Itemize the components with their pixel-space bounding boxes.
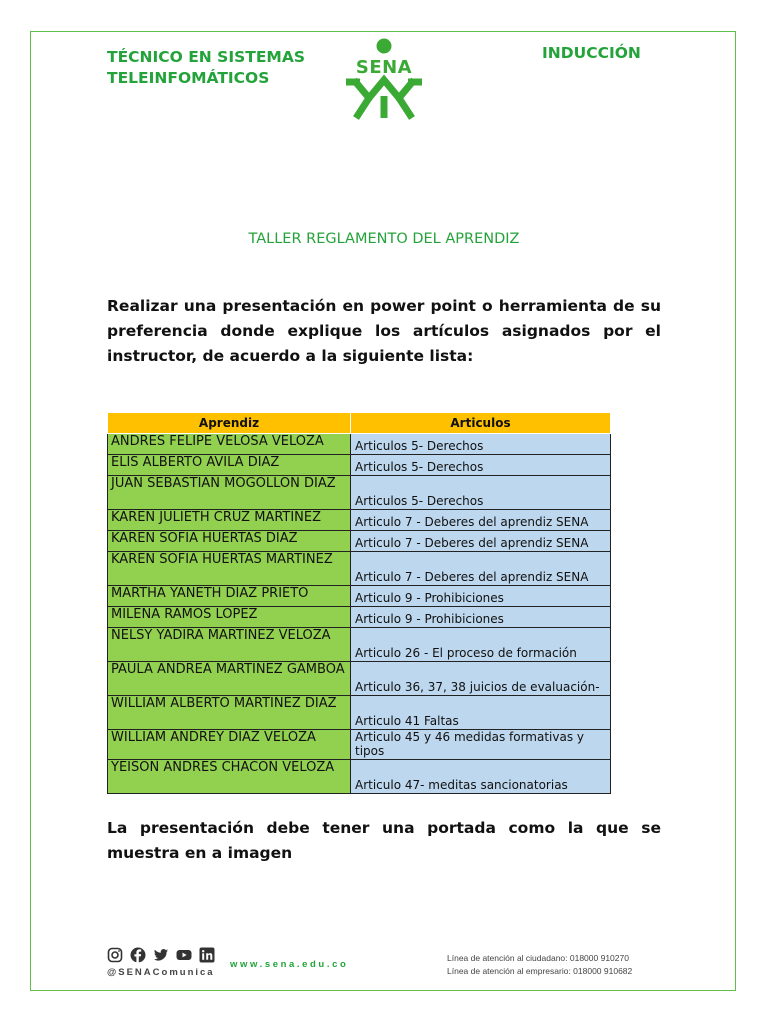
cell-articulo: Articulo 47- meditas sancionatorias (351, 760, 611, 794)
logo-text: SENA (355, 57, 413, 78)
cell-aprendiz: KAREN SOFIA HUERTAS MARTINEZ (108, 552, 351, 586)
table-row (108, 510, 611, 531)
table-row (108, 696, 611, 730)
cell-articulo: Articulos 5- Derechos (351, 455, 611, 476)
cell-articulo: Articulo 7 - Deberes del aprendiz SENA (351, 531, 611, 552)
program-line-1: TÉCNICO EN SISTEMAS (107, 48, 306, 66)
table-row (108, 552, 611, 586)
cell-articulo: Articulo 41 Faltas (351, 696, 611, 730)
website-link[interactable]: www.sena.edu.co (230, 959, 349, 970)
table-row (108, 662, 611, 696)
table-row (108, 455, 611, 476)
cover-note: La presentación debe tener una portada como la que se muestra en a imagen (107, 819, 661, 862)
youtube-icon[interactable] (176, 947, 192, 963)
cell-aprendiz: KAREN JULIETH CRUZ MARTINEZ (108, 510, 351, 531)
program-title (107, 47, 327, 89)
twitter-icon[interactable] (153, 947, 169, 963)
cell-aprendiz: PAULA ANDREA MARTINEZ GAMBOA (108, 662, 351, 696)
social-icons (107, 947, 215, 963)
table-row (108, 760, 611, 794)
table-header-row (108, 413, 611, 434)
table-row (108, 607, 611, 628)
instructions-paragraph: Realizar una presentación en power point o herramienta de su preferencia donde explique los artículos asignados por el instructor, de acuerdo a la siguiente lista: (107, 297, 661, 365)
table-row (108, 476, 611, 510)
assignment-table (107, 412, 611, 794)
linkedin-icon[interactable] (199, 947, 215, 963)
cell-aprendiz: YEISON ANDRES CHACON VELOZA (108, 760, 351, 794)
contact-business-line: Línea de atención al empresario: 018000 910682 (447, 965, 633, 976)
table-body (108, 434, 611, 794)
cell-articulo: Articulo 45 y 46 medidas formativas y tipos (351, 730, 611, 760)
contact-info (447, 952, 632, 977)
section-label: INDUCCIÓN (542, 44, 641, 62)
header-aprendiz: Aprendiz (108, 413, 351, 434)
social-handle: @SENAComunica (107, 967, 215, 978)
cell-aprendiz: NELSY YADIRA MARTINEZ VELOZA (108, 628, 351, 662)
header-articulos: Articulos (351, 413, 611, 434)
workshop-title: TALLER REGLAMENTO DEL APRENDIZ (248, 231, 520, 247)
instagram-icon[interactable] (107, 947, 123, 963)
facebook-icon[interactable] (130, 947, 146, 963)
cell-aprendiz: WILLIAM ANDREY DIAZ VELOZA (108, 730, 351, 760)
cell-aprendiz: MARTHA YANETH DIAZ PRIETO (108, 586, 351, 607)
cell-aprendiz: KAREN SOFIA HUERTAS DIAZ (108, 531, 351, 552)
table-row (108, 586, 611, 607)
cell-aprendiz: MILENA RAMOS LOPEZ (108, 607, 351, 628)
cell-articulo: Articulo 9 - Prohibiciones (351, 586, 611, 607)
cell-articulo: Articulo 36, 37, 38 juicios de evaluación- (351, 662, 611, 696)
cell-articulo: Articulo 26 - El proceso de formación (351, 628, 611, 662)
cell-aprendiz: ANDRES FELIPE VELOSA VELOZA (108, 434, 351, 455)
sena-logo (340, 36, 428, 120)
cell-aprendiz: WILLIAM ALBERTO MARTINEZ DIAZ (108, 696, 351, 730)
cell-articulo: Articulo 7 - Deberes del aprendiz SENA (351, 510, 611, 531)
contact-citizen-line: Línea de atención al ciudadano: 018000 910270 (447, 953, 629, 963)
cell-articulo: Articulos 5- Derechos (351, 434, 611, 455)
table-row (108, 434, 611, 455)
program-line-2: TELEINFOMÁTICOS (107, 69, 270, 87)
logo-head (377, 39, 392, 54)
table-row (108, 531, 611, 552)
cell-articulo: Articulo 9 - Prohibiciones (351, 607, 611, 628)
cell-articulo: Articulos 5- Derechos (351, 476, 611, 510)
cell-aprendiz: JUAN SEBASTIAN MOGOLLON DIAZ (108, 476, 351, 510)
table-row (108, 628, 611, 662)
cell-articulo: Articulo 7 - Deberes del aprendiz SENA (351, 552, 611, 586)
table-row (108, 730, 611, 760)
cell-aprendiz: ELIS ALBERTO AVILA DIAZ (108, 455, 351, 476)
